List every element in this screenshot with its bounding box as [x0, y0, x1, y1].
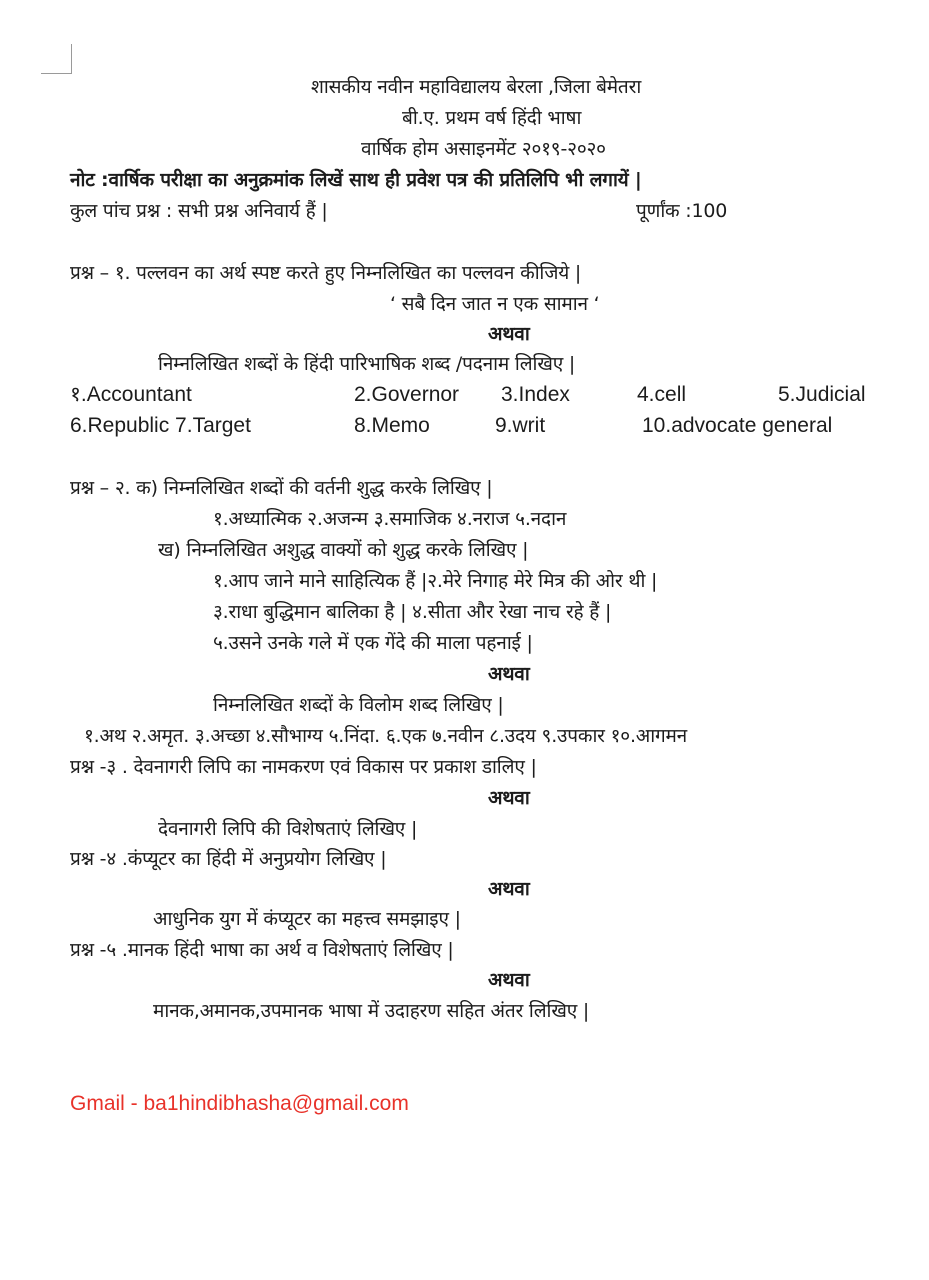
q5-alt: मानक,अमानक,उपमानक भाषा में उदाहरण सहित अंतर लिखिए | [153, 1000, 590, 1022]
q3-question: प्रश्न -३ . देवनागरी लिपि का नामकरण एवं विकास पर प्रकाश डालिए | [70, 756, 537, 778]
term-9: 9.writ [495, 414, 546, 437]
assignment-title: वार्षिक होम असाइनमेंट २०१९-२०२० [361, 138, 606, 160]
course-title: बी.ए. प्रथम वर्ष हिंदी भाषा [402, 107, 582, 129]
q2-sentence-line: ३.राधा बुद्धिमान बालिका है | ४.सीता और रेखा नाच रहे हैं | [213, 601, 612, 623]
term-3: 3.Index [501, 383, 570, 406]
term-10: 10.advocate general [642, 414, 833, 437]
note-line: नोट :वार्षिक परीक्षा का अनुक्रमांक लिखें साथ ही प्रवेश पत्र की प्रतिलिपि भी लगायें | [70, 169, 642, 191]
term-1: १.Accountant [70, 383, 192, 406]
term-4: 4.cell [637, 383, 687, 406]
q1-or: अथवा [488, 323, 530, 345]
term-2: 2.Governor [354, 383, 460, 406]
q4-question: प्रश्न -४ .कंप्यूटर का हिंदी में अनुप्रयोग लिखिए | [70, 848, 387, 870]
q1-alt: निम्नलिखित शब्दों के हिंदी पारिभाषिक शब्द /पदनाम लिखिए | [158, 353, 576, 375]
q3-alt: देवनागरी लिपि की विशेषताएं लिखिए | [158, 818, 418, 840]
college-title: शासकीय नवीन महाविद्यालय बेरला ,जिला बेमेतरा [311, 76, 642, 98]
q2-part-a-words: १.अध्यात्मिक २.अजन्म ३.समाजिक ४.नराज ५.नदान [213, 508, 567, 530]
q2-sentence-line: १.आप जाने माने साहित्यिक हैं |२.मेरे निगाह मेरे मित्र की ओर थी | [213, 570, 658, 592]
q2-part-a: प्रश्न – २. क) निम्नलिखित शब्दों की वर्तनी शुद्ध करके लिखिए | [70, 477, 493, 499]
max-marks: पूर्णांक :100 [636, 200, 728, 222]
q2-alt: निम्नलिखित शब्दों के विलोम शब्द लिखिए | [213, 694, 504, 716]
q2-or: अथवा [488, 663, 530, 685]
q5-or: अथवा [488, 969, 530, 991]
term-8: 8.Memo [354, 414, 430, 437]
q1-question: प्रश्न – १. पल्लवन का अर्थ स्पष्ट करते हुए निम्नलिखित का पल्लवन कीजिये | [70, 262, 582, 284]
q3-or: अथवा [488, 787, 530, 809]
q2-sentence-line: ५.उसने उनके गले में एक गेंदे की माला पहनाई | [213, 632, 533, 654]
page-corner-mark [41, 44, 72, 74]
term-6-7: 6.Republic 7.Target [70, 414, 251, 437]
contact-email[interactable]: Gmail - ba1hindibhasha@gmail.com [70, 1092, 409, 1115]
term-5: 5.Judicial [778, 383, 866, 406]
q2-alt-words: १.अथ २.अमृत. ३.अच्छा ४.सौभाग्य ५.निंदा. ६.एक ७.नवीन ८.उदय ९.उपकार १०.आगमन [84, 725, 688, 747]
q2-part-b: ख) निम्नलिखित अशुद्ध वाक्यों को शुद्ध करके लिखिए | [158, 539, 529, 561]
q4-or: अथवा [488, 878, 530, 900]
q4-alt: आधुनिक युग में कंप्यूटर का महत्त्व समझाइए | [153, 908, 461, 930]
q1-quote: ‘ सबै दिन जात न एक सामान ‘ [390, 293, 600, 315]
q5-question: प्रश्न -५ .मानक हिंदी भाषा का अर्थ व विशेषताएं लिखिए | [70, 939, 454, 961]
instructions-line: कुल पांच प्रश्न : सभी प्रश्न अनिवार्य हैं | [70, 200, 328, 222]
